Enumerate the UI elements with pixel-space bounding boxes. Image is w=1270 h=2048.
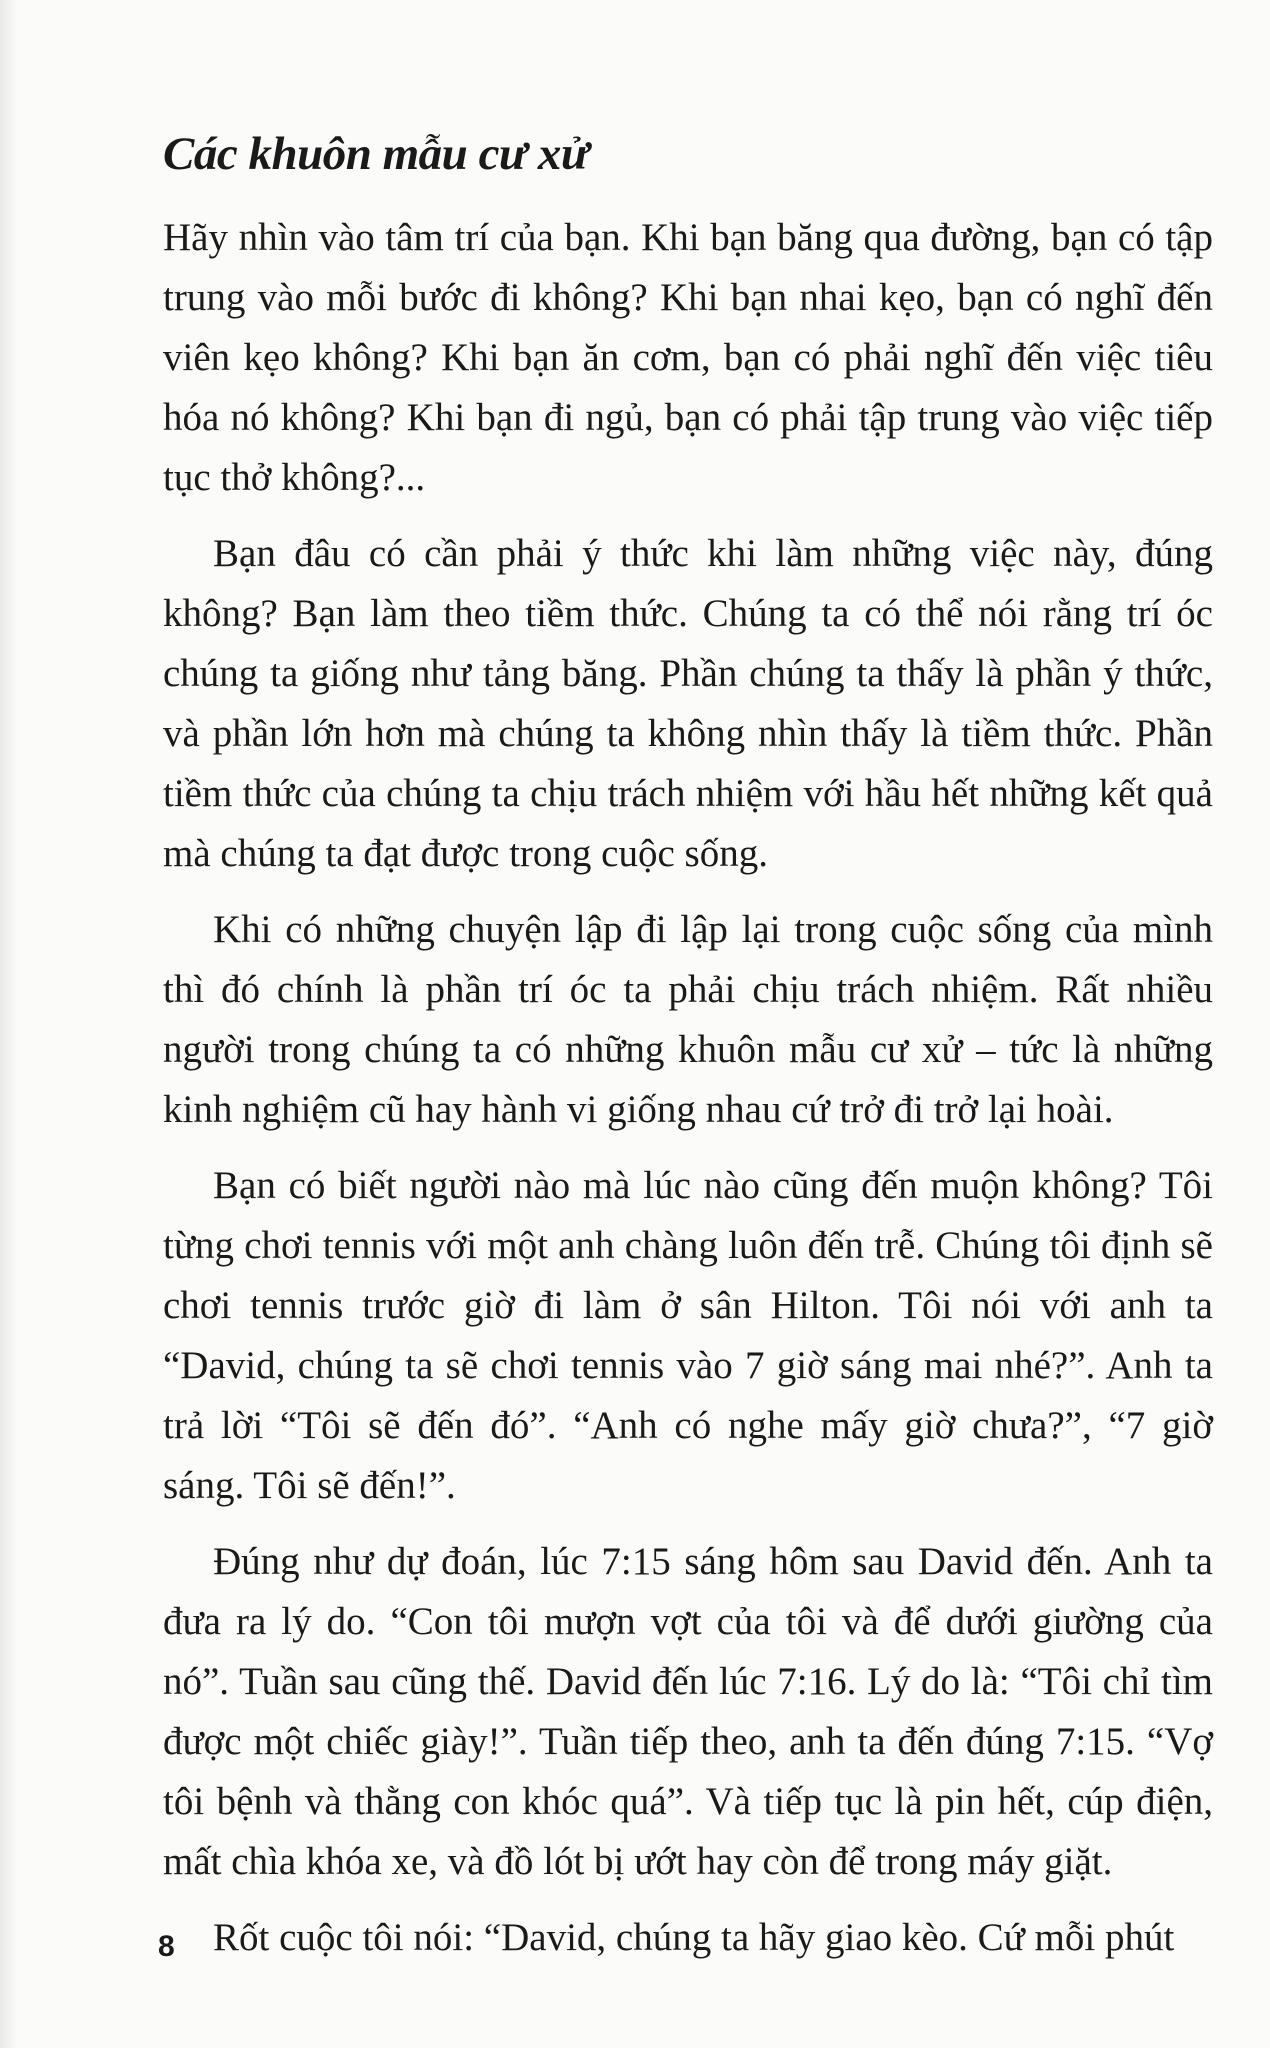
paragraph-2: Bạn đâu có cần phải ý thức khi làm những việc này, đúng không? Bạn làm theo tiềm thức. Chúng ta có thể nói rằng trí óc chúng ta giống như tảng băng. Phần chúng ta thấy là phần ý thức, và phần lớn hơn mà chúng ta không nhìn thấy là tiềm thức. Phần tiềm thức của chúng ta chịu trách nhiệm với hầu hết những kết quả mà chúng ta đạt được trong cuộc sống. [163, 532, 1213, 876]
paragraph-5: Đúng như dự đoán, lúc 7:15 sáng hôm sau David đến. Anh ta đưa ra lý do. “Con tôi mượn vợt của tôi và để dưới giường của nó”. Tuần sau cũng thế. David đến lúc 7:16. Lý do là: “Tôi chỉ tìm được một chiếc giày!”. Tuần tiếp theo, anh ta đến đúng 7:15. “Vợ tôi bệnh và thằng con khóc quá”. Và tiếp tục là pin hết, cúp điện, mất chìa khóa xe, và đồ lót bị ướt hay còn để trong máy giặt. [163, 1540, 1213, 1884]
paragraph-3: Khi có những chuyện lập đi lập lại trong cuộc sống của mình thì đó chính là phần trí óc ta phải chịu trách nhiệm. Rất nhiều người trong chúng ta có những khuôn mẫu cư xử – tức là những kinh nghiệm cũ hay hành vi giống nhau cứ trở đi trở lại hoài. [163, 908, 1213, 1132]
page-number: 8 [158, 1930, 175, 1963]
paragraph-6: Rốt cuộc tôi nói: “David, chúng ta hãy giao kèo. Cứ mỗi phút [213, 1916, 1175, 1960]
paragraph-4: Bạn có biết người nào mà lúc nào cũng đến muộn không? Tôi từng chơi tennis với một anh chàng luôn đến trễ. Chúng tôi định sẽ chơi tennis trước giờ đi làm ở sân Hilton. Tôi nói với anh ta “David, chúng ta sẽ chơi tennis vào 7 giờ sáng mai nhé?”. Anh ta trả lời “Tôi sẽ đến đó”. “Anh có nghe mấy giờ chưa?”, “7 giờ sáng. Tôi sẽ đến!”. [163, 1164, 1213, 1508]
page-content [163, 126, 1213, 1984]
paragraph-1: Hãy nhìn vào tâm trí của bạn. Khi bạn băng qua đường, bạn có tập trung vào mỗi bước đi không? Khi bạn nhai kẹo, bạn có nghĩ đến viên kẹo không? Khi bạn ăn cơm, bạn có phải nghĩ đến việc tiêu hóa nó không? Khi bạn đi ngủ, bạn có phải tập trung vào việc tiếp tục thở không?... [163, 216, 1213, 500]
page-edge-shadow [0, 0, 18, 2048]
section-heading: Các khuôn mẫu cư xử [163, 128, 589, 180]
